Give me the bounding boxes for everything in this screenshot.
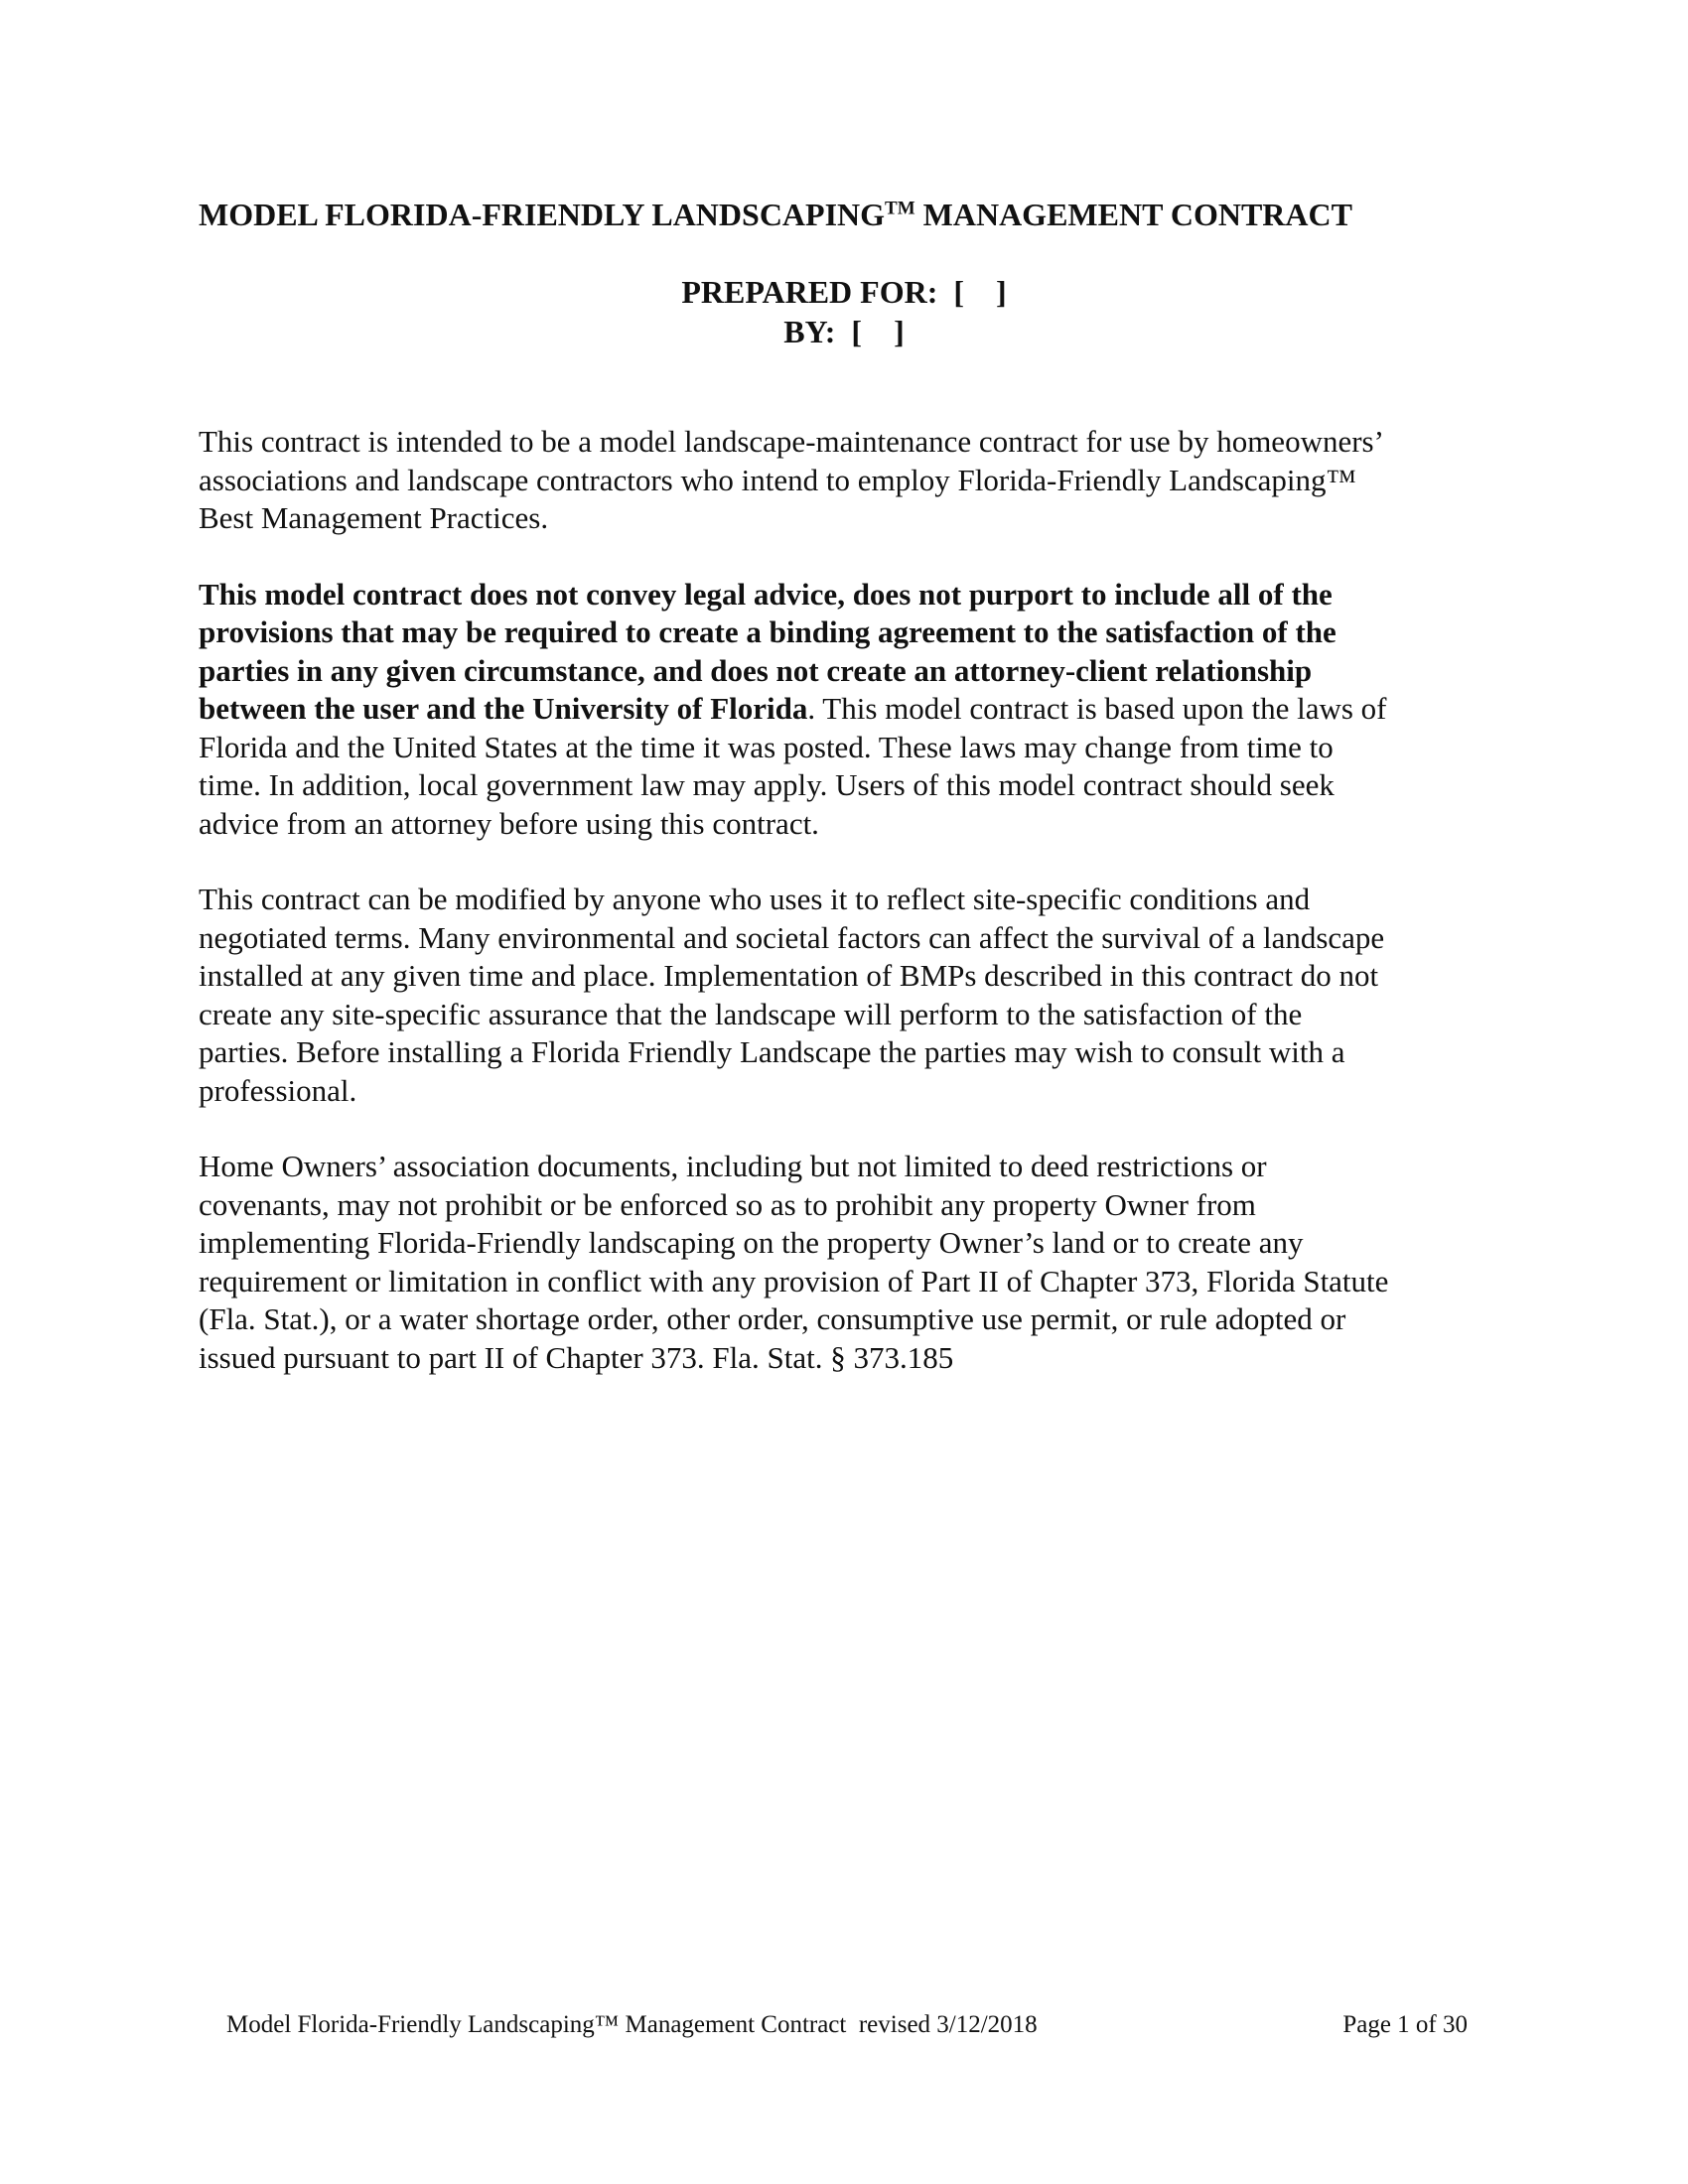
prepared-by-line: BY: [ ] — [783, 314, 905, 349]
text-line: time. In addition, local government law may apply. Users of this model contract should seek — [199, 767, 1335, 802]
prepared-for-line: PREPARED FOR: [ ] — [681, 274, 1007, 310]
document-body — [199, 423, 1499, 1415]
text-line: Best Management Practices. — [199, 500, 549, 535]
bold-text: provisions that may be required to create a binding agreement to the satisfaction of the — [199, 614, 1336, 649]
text-line: requirement or limitation in conflict with any provision of Part II of Chapter 373, Florida Statute — [199, 1263, 1389, 1298]
text-line: This contract can be modified by anyone who uses it to reflect site-specific conditions and — [199, 882, 1311, 916]
text-line: professional. — [199, 1072, 357, 1108]
bold-text: parties in any given circumstance, and does not create an attorney-client relationship — [199, 652, 1313, 688]
text-line: associations and landscape contractors who intend to employ Florida-Friendly Landscaping™ — [199, 462, 1356, 497]
bold-text: between the user and the University of Florida — [199, 691, 808, 726]
text-line — [199, 690, 1499, 729]
bold-text: This model contract does not convey legal advice, does not purport to include all of the — [199, 576, 1333, 612]
text-line: installed at any given time and place. Implementation of BMPs described in this contract do not — [199, 958, 1379, 993]
text-line: advice from an attorney before using this contract. — [199, 805, 819, 841]
text-line: parties. Before installing a Florida Friendly Landscape the parties may wish to consult with a — [199, 1034, 1345, 1069]
text-line: Florida and the United States at the time it was posted. These laws may change from time to — [199, 729, 1334, 764]
text-line: issued pursuant to part II of Chapter 373. Fla. Stat. § 373.185 — [199, 1339, 954, 1375]
text-line — [199, 576, 1499, 614]
intro-paragraph — [199, 423, 1499, 538]
text-line: implementing Florida-Friendly landscaping on the property Owner’s land or to create any — [199, 1225, 1304, 1260]
footer-document-info: Model Florida-Friendly Landscaping™ Management Contract revised 3/12/2018 — [226, 2011, 1038, 2038]
hoa-paragraph — [199, 1148, 1499, 1377]
text-line — [199, 652, 1499, 691]
text-line: create any site-specific assurance that the landscape will perform to the satisfaction of the — [199, 996, 1303, 1031]
text-line — [199, 614, 1499, 652]
text-line: (Fla. Stat.), or a water shortage order, other order, consumptive use permit, or rule adopted or — [199, 1301, 1346, 1336]
title-suffix-text: MANAGEMENT CONTRACT — [914, 197, 1352, 232]
page-number: Page 1 of 30 — [1342, 2011, 1468, 2038]
title-main-text: MODEL FLORIDA-FRIENDLY LANDSCAPING — [199, 197, 886, 232]
text-line: covenants, may not prohibit or be enforced so as to prohibit any property Owner from — [199, 1186, 1256, 1222]
prepared-block — [0, 272, 1688, 351]
text-line: negotiated terms. Many environmental and societal factors can affect the survival of a landscape — [199, 919, 1385, 955]
trademark-superscript: TM — [885, 198, 915, 219]
modification-paragraph — [199, 881, 1499, 1110]
text-line: Home Owners’ association documents, including but not limited to deed restrictions or — [199, 1149, 1267, 1183]
text-line: This contract is intended to be a model landscape-maintenance contract for use by homeowners’ — [199, 424, 1384, 459]
regular-text: . This model contract is based upon the laws of — [807, 691, 1387, 726]
legal-disclaimer-paragraph — [199, 576, 1499, 844]
document-title — [199, 195, 1489, 234]
